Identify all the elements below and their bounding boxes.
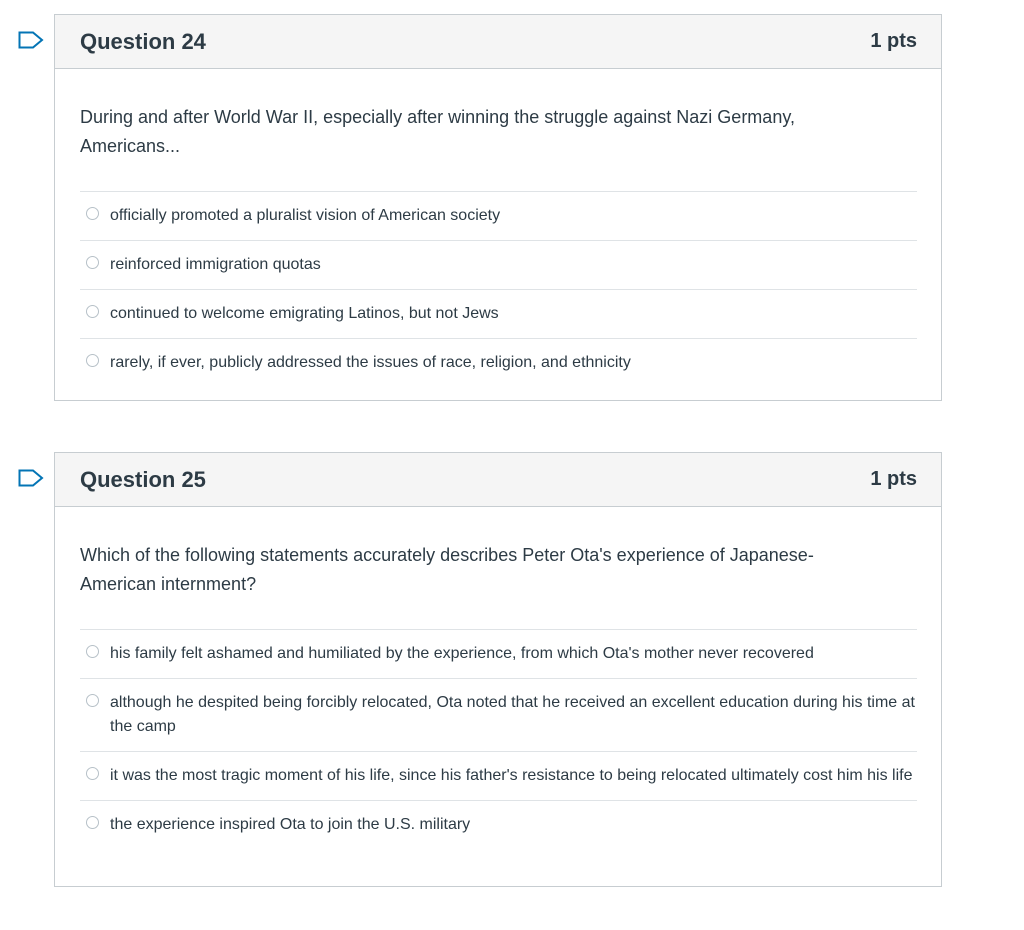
radio-button[interactable] xyxy=(86,256,99,269)
answer-label[interactable]: rarely, if ever, publicly addressed the issues of race, religion, and ethnicity xyxy=(110,354,631,371)
radio-button[interactable] xyxy=(86,207,99,220)
radio-button[interactable] xyxy=(86,816,99,829)
radio-button[interactable] xyxy=(86,645,99,658)
radio-button[interactable] xyxy=(86,354,99,367)
answer-label[interactable]: although he despited being forcibly relocated, Ota noted that he received an excellent education during his time at the camp xyxy=(110,694,915,735)
question-points: 1 pts xyxy=(870,468,917,490)
radio-button[interactable] xyxy=(86,767,99,780)
answer-label[interactable]: it was the most tragic moment of his life, since his father's resistance to being relocated ultimately cost him his life xyxy=(110,767,913,784)
question-title: Question 25 xyxy=(80,466,206,492)
answer-list xyxy=(80,629,917,849)
answer-option[interactable] xyxy=(80,752,917,801)
question-body xyxy=(55,69,941,411)
answer-option[interactable] xyxy=(80,801,917,849)
question-24 xyxy=(54,14,942,401)
answer-label[interactable]: officially promoted a pluralist vision of American society xyxy=(110,207,501,224)
question-text: During and after World War II, especially after winning the struggle against Nazi Germany, Americans... xyxy=(80,107,795,156)
radio-button[interactable] xyxy=(86,694,99,707)
answer-option[interactable] xyxy=(80,290,917,339)
question-text: Which of the following statements accurately describes Peter Ota's experience of Japanese-American internment? xyxy=(80,545,814,594)
question-header xyxy=(55,453,941,507)
question-25 xyxy=(54,452,942,887)
answer-label[interactable]: the experience inspired Ota to join the U.S. military xyxy=(110,816,471,833)
question-header xyxy=(55,15,941,69)
answer-option[interactable] xyxy=(80,192,917,241)
answer-label[interactable]: reinforced immigration quotas xyxy=(110,256,321,273)
answer-option[interactable] xyxy=(80,630,917,679)
answer-option[interactable] xyxy=(80,241,917,290)
bookmark-flag-icon[interactable] xyxy=(18,469,44,487)
question-points: 1 pts xyxy=(870,30,917,52)
answer-option[interactable] xyxy=(80,679,917,752)
radio-button[interactable] xyxy=(86,305,99,318)
answer-label[interactable]: continued to welcome emigrating Latinos, but not Jews xyxy=(110,305,499,322)
question-title: Question 24 xyxy=(80,28,206,54)
question-body xyxy=(55,507,941,873)
answer-option[interactable] xyxy=(80,339,917,387)
bookmark-flag-icon[interactable] xyxy=(18,31,44,49)
answer-label[interactable]: his family felt ashamed and humiliated by the experience, from which Ota's mother never recovered xyxy=(110,645,814,662)
answer-list xyxy=(80,191,917,387)
